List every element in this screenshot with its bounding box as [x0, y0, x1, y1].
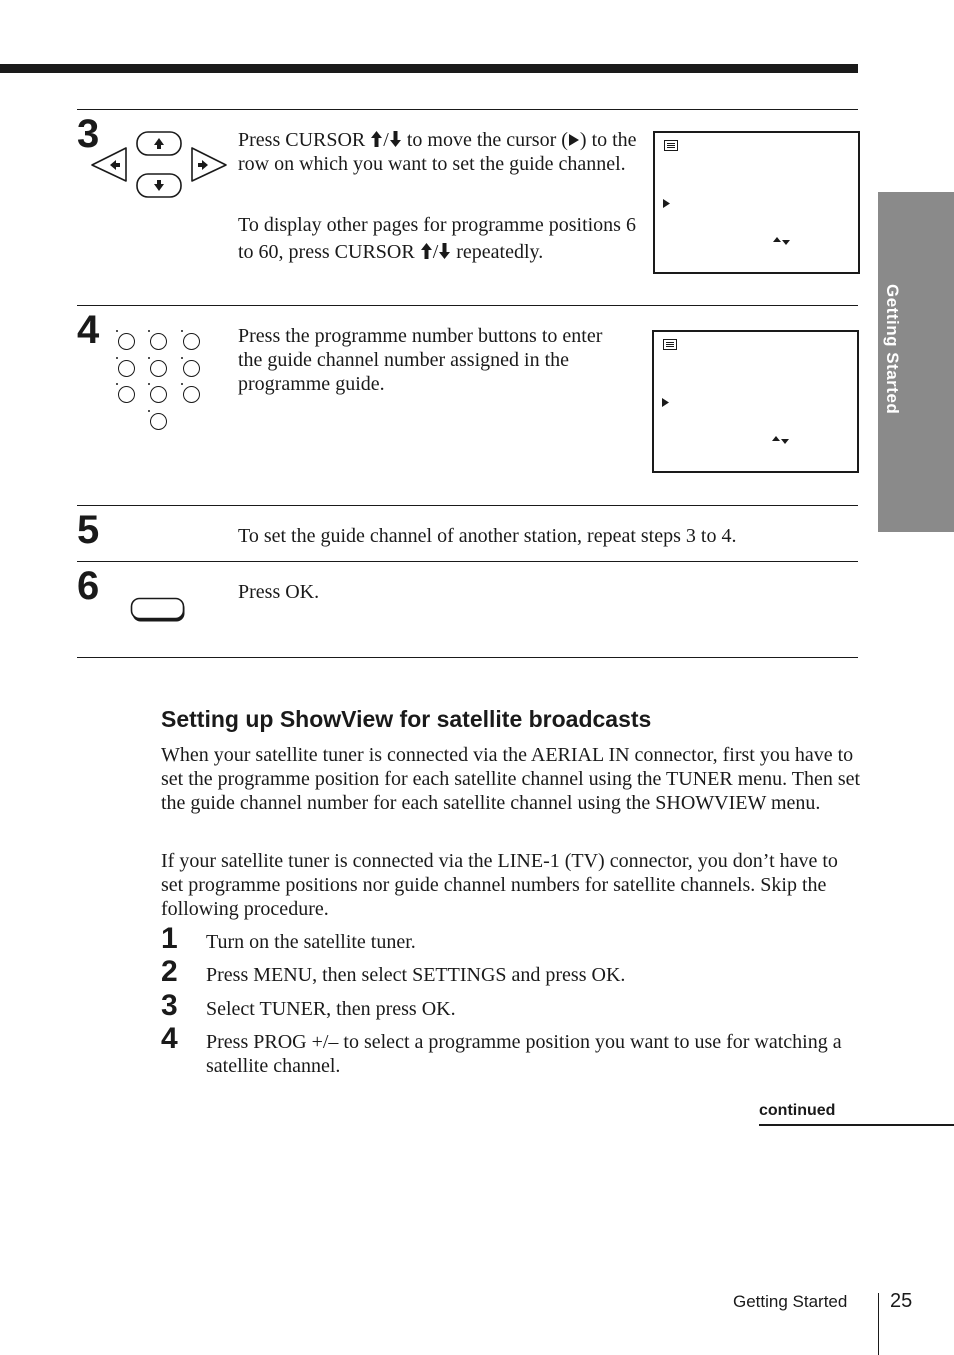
text-run: To display other pages for programme positions 6 to 60, press CURSOR — [238, 214, 636, 263]
step-6-number: 6 — [77, 564, 100, 608]
arrow-down-icon — [438, 242, 451, 260]
list-item-text: Select TUNER, then press OK. — [206, 998, 456, 1020]
text-run: / — [432, 241, 439, 263]
list-item-number: 2 — [161, 955, 178, 988]
step-divider — [77, 657, 858, 658]
cursor-arrow-icon — [663, 199, 670, 208]
menu-icon — [663, 339, 677, 350]
step-5-number: 5 — [77, 508, 100, 552]
footer-section-label: Getting Started — [733, 1292, 848, 1311]
step-divider — [77, 561, 858, 562]
arrow-up-icon — [370, 130, 383, 148]
list-item-number: 1 — [161, 922, 178, 955]
text-run: Press CURSOR — [238, 129, 371, 151]
number-buttons-icon — [112, 327, 212, 437]
menu-icon — [664, 140, 678, 151]
continued-label: continued — [759, 1102, 836, 1119]
list-item-number: 3 — [161, 989, 178, 1022]
list-item-text: Turn on the satellite tuner. — [206, 931, 416, 953]
up-down-arrows-icon — [772, 435, 790, 445]
step-3-note — [238, 212, 638, 266]
arrow-down-icon — [389, 130, 402, 148]
step-divider — [77, 305, 858, 306]
page-number: 25 — [890, 1290, 913, 1312]
section-paragraph: If your satellite tuner is connected via the LINE-1 (TV) connector, you don’t have to set programme positions nor guide channel numbers for satellite channels. Skip the following procedure. — [161, 850, 838, 920]
step-5-instruction: To set the guide channel of another station, repeat steps 3 to 4. — [238, 525, 737, 547]
ok-button-icon — [130, 597, 188, 625]
step-4-instruction: Press the programme number buttons to enter the guide channel number assigned in the programme guide. — [238, 325, 603, 395]
arrow-up-icon — [420, 242, 433, 260]
list-item-number: 4 — [161, 1022, 178, 1055]
play-arrow-icon — [568, 133, 580, 147]
side-tab — [878, 192, 954, 532]
tv-screen-display — [652, 330, 859, 473]
step-3-number: 3 — [77, 112, 100, 156]
step-divider — [77, 109, 858, 110]
tv-screen-display — [653, 131, 860, 274]
step-divider — [77, 505, 858, 506]
list-item-text: Press MENU, then select SETTINGS and press OK. — [206, 964, 626, 986]
footer-divider — [878, 1293, 879, 1355]
step-4-number: 4 — [77, 308, 100, 352]
text-run: / — [383, 129, 389, 151]
side-tab-label: Getting Started — [883, 284, 902, 415]
text-run: repeatedly. — [451, 241, 544, 263]
text-run: ) to the row on which you want to set the guide channel. — [238, 129, 637, 175]
step-6-instruction: Press OK. — [238, 581, 320, 603]
step-3-instruction — [238, 128, 638, 176]
cursor-keys-icon — [90, 130, 230, 200]
continued-rule — [759, 1124, 954, 1126]
top-rule — [0, 64, 858, 73]
section-paragraph: When your satellite tuner is connected via the AERIAL IN connector, first you have to set the programme position for each satellite channel using the TUNER menu. Then set the guide channel number for each satellite channel using the SHOWVIEW menu. — [161, 744, 861, 814]
cursor-arrow-icon — [662, 398, 669, 407]
up-down-arrows-icon — [773, 236, 791, 246]
section-heading: Setting up ShowView for satellite broadcasts — [161, 706, 652, 732]
text-run: to move the cursor ( — [401, 129, 568, 151]
list-item-text: Press PROG +/– to select a programme position you want to use for watching a satellite channel. — [206, 1031, 842, 1077]
